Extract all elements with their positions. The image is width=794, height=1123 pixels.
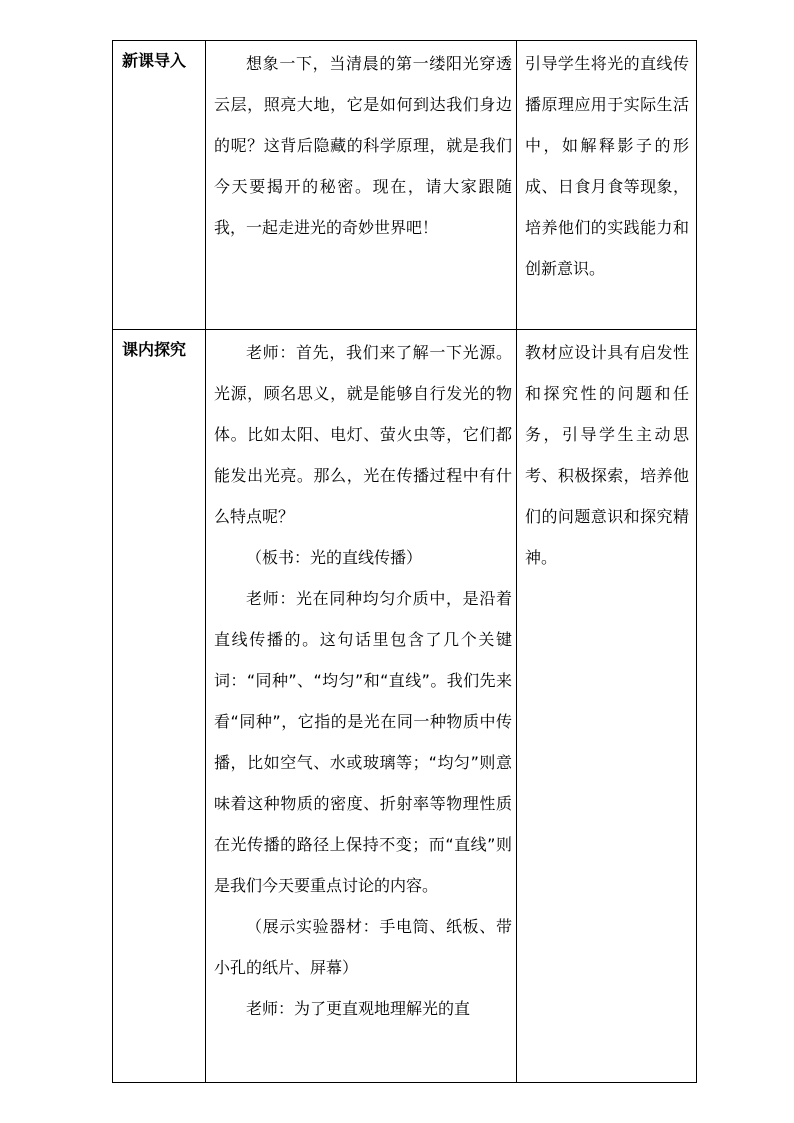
section-label: 新课导入 [122, 51, 187, 70]
content-paragraph: 老师：光在同种均匀介质中，是沿着直线传播的。这句话里包含了几个关键词：“同种”、“均匀”和“直线”。我们先来看“同种”，它指的是光在同一种物质中传播，比如空气、水或玻璃等；“均匀”则意味着这种物质的密度、折射率等物理性质在光传播的路径上保持不变；而“直线”则是我们今天要重点讨论的内容。 [214, 589, 512, 895]
note-cell [517, 41, 697, 330]
lesson-plan-table [112, 40, 697, 1083]
section-label-cell [113, 41, 206, 330]
note-paragraph: 教材应设计具有启发性和探究性的问题和任务，引导学生主动思考、积极探索，培养他们的问题意识和探究精神。 [525, 343, 689, 567]
section-label-cell [113, 330, 206, 1083]
content-paragraph: 老师：首先，我们来了解一下光源。光源，顾名思义，就是能够自行发光的物体。比如太阳、电灯、萤火虫等，它们都能发出光亮。那么，光在传播过程中有什么特点呢？ [214, 343, 512, 526]
equipment-note-paragraph: （展示实验器材：手电筒、纸板、带小孔的纸片、屏幕） [214, 917, 512, 977]
table-row [113, 330, 697, 1083]
content-paragraph: 想象一下，当清晨的第一缕阳光穿透云层，照亮大地，它是如何到达我们身边的呢？这背后隐藏的科学原理，就是我们今天要揭开的秘密。现在，请大家跟随我，一起走进光的奇妙世界吧！ [214, 54, 512, 237]
section-label: 课内探究 [122, 340, 187, 359]
note-paragraph: 引导学生将光的直线传播原理应用于实际生活中，如解释影子的形成、日食月食等现象，培养他们的实践能力和创新意识。 [525, 54, 689, 278]
board-note-paragraph: （板书：光的直线传播） [246, 548, 423, 567]
content-paragraph: 老师：为了更直观地理解光的直 [246, 999, 471, 1018]
note-cell [517, 330, 697, 1083]
table-row [113, 41, 697, 330]
content-cell [206, 41, 517, 330]
content-cell [206, 330, 517, 1083]
